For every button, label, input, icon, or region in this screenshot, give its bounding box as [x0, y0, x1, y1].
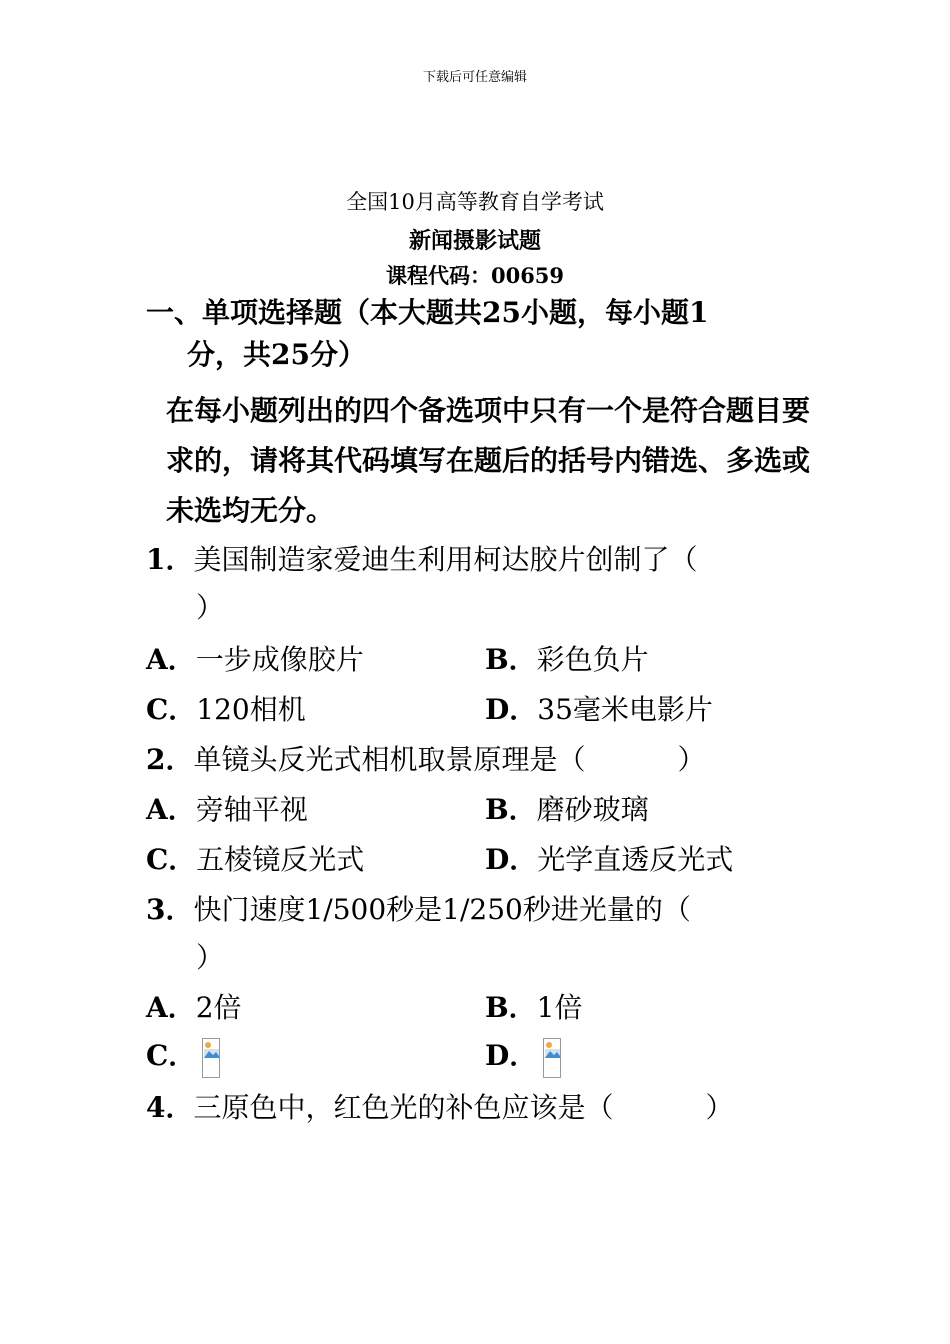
option-3b: B．1倍	[485, 991, 583, 1024]
option-2c: C．五棱镜反光式	[146, 843, 365, 876]
question-text: 三原色中，红色光的补色应该是（	[193, 1091, 614, 1124]
question-3	[146, 886, 811, 982]
option-1a: A．一步成像胶片	[146, 643, 364, 676]
broken-image-icon	[202, 1038, 220, 1078]
option-3d: D．	[485, 1036, 561, 1078]
section-heading	[146, 292, 811, 376]
subject-title: 新闻摄影试题	[408, 228, 541, 254]
option-2b: B．磨砂玻璃	[485, 793, 649, 826]
question-text-end: ）	[705, 1091, 734, 1124]
section-instructions: 在每小题列出的四个备选项中只有一个是符合题目要求的，请将其代码填写在题后的括号内错选、多选或未选均无分。	[166, 394, 811, 527]
option-3c: C．	[146, 1036, 220, 1078]
broken-image-icon	[543, 1038, 561, 1078]
question-4	[146, 1084, 811, 1132]
question-text-cont: ）	[196, 591, 225, 624]
question-text-end: ）	[677, 743, 706, 776]
question-2	[146, 736, 811, 784]
question-text: 快门速度1/500秒是1/250秒进光量的（	[193, 893, 691, 926]
option-1d: D．35毫米电影片	[485, 693, 713, 726]
question-number: 2．	[146, 743, 194, 776]
course-code: 课程代码：00659	[385, 263, 565, 288]
option-3a: A．2倍	[146, 991, 242, 1024]
question-1	[146, 536, 811, 632]
header-note: 下载后可任意编辑	[422, 70, 527, 85]
question-number: 4．	[146, 1091, 194, 1124]
exam-title: 全国10月高等教育自学考试	[346, 190, 604, 214]
question-text-cont: ）	[196, 941, 225, 974]
question-text: 单镜头反光式相机取景原理是（	[193, 743, 586, 776]
section-heading-line1: 一、单项选择题（本大题共25小题，每小题1	[146, 296, 709, 329]
option-2a: A．旁轴平视	[146, 793, 308, 826]
question-number: 1．	[146, 543, 194, 576]
section-heading-line2: 分，共25分）	[187, 338, 366, 371]
option-1b: B．彩色负片	[485, 643, 649, 676]
option-2d: D．光学直透反光式	[485, 843, 734, 876]
option-1c: C．120相机	[146, 693, 306, 726]
question-text: 美国制造家爱迪生利用柯达胶片创制了（	[193, 543, 698, 576]
question-number: 3．	[146, 893, 194, 926]
